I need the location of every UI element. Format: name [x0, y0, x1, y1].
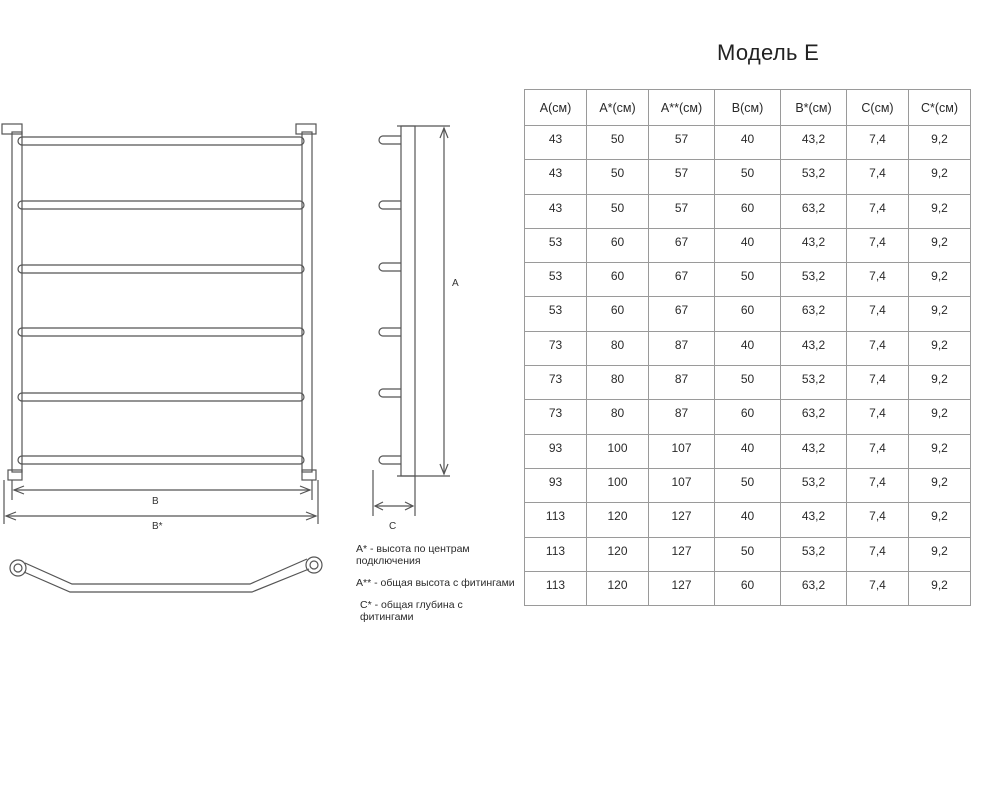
- table-cell: 7,4: [847, 571, 909, 605]
- column-header: C*(см): [909, 90, 971, 126]
- table-cell: 40: [715, 503, 781, 537]
- table-cell: 50: [715, 366, 781, 400]
- table-cell: 50: [587, 126, 649, 160]
- table-cell: 50: [587, 160, 649, 194]
- table-row: [525, 228, 971, 262]
- table-body: [525, 126, 971, 606]
- legend-item-a-double-star: A** - общая высота с фитингами: [356, 577, 515, 589]
- dimension-legend: [356, 543, 516, 633]
- table-cell: 60: [715, 297, 781, 331]
- table-cell: 50: [715, 160, 781, 194]
- side-upright: [401, 126, 415, 476]
- table-cell: 53,2: [781, 366, 847, 400]
- table-cell: 7,4: [847, 331, 909, 365]
- table-cell: 43: [525, 160, 587, 194]
- table-cell: 67: [649, 228, 715, 262]
- table-cell: 9,2: [909, 503, 971, 537]
- table-cell: 7,4: [847, 194, 909, 228]
- table-header-row: [525, 90, 971, 126]
- table-cell: 9,2: [909, 194, 971, 228]
- column-header: B(см): [715, 90, 781, 126]
- side-rung-ends: [379, 136, 401, 464]
- table-cell: 7,4: [847, 263, 909, 297]
- table-cell: 7,4: [847, 297, 909, 331]
- column-header: A**(см): [649, 90, 715, 126]
- column-header: B*(см): [781, 90, 847, 126]
- table-cell: 120: [587, 503, 649, 537]
- column-header: C(см): [847, 90, 909, 126]
- table-cell: 53: [525, 228, 587, 262]
- model-title: Модель Е: [717, 40, 820, 65]
- table-cell: 60: [715, 400, 781, 434]
- legend-item-a-star: A* - высота по центрам подключения: [356, 543, 470, 567]
- rungs: [18, 137, 304, 464]
- rung: [18, 393, 304, 401]
- table-cell: 80: [587, 366, 649, 400]
- table-cell: 9,2: [909, 434, 971, 468]
- table-cell: 120: [587, 537, 649, 571]
- table-cell: 107: [649, 468, 715, 502]
- table-cell: 57: [649, 160, 715, 194]
- table-cell: 60: [715, 571, 781, 605]
- table-row: [525, 126, 971, 160]
- table-cell: 57: [649, 126, 715, 160]
- table-cell: 107: [649, 434, 715, 468]
- column-header: A(см): [525, 90, 587, 126]
- table-cell: 43,2: [781, 126, 847, 160]
- dimensions-table: [524, 89, 971, 606]
- table-cell: 7,4: [847, 366, 909, 400]
- table-cell: 53,2: [781, 468, 847, 502]
- table-cell: 40: [715, 126, 781, 160]
- table-cell: 60: [587, 228, 649, 262]
- table-cell: 7,4: [847, 228, 909, 262]
- dim-label-c: C: [389, 521, 397, 532]
- table-cell: 53: [525, 263, 587, 297]
- table-cell: 9,2: [909, 366, 971, 400]
- table-cell: 80: [587, 331, 649, 365]
- table-row: [525, 537, 971, 571]
- table-cell: 7,4: [847, 126, 909, 160]
- table-cell: 63,2: [781, 194, 847, 228]
- table-cell: 73: [525, 366, 587, 400]
- table-cell: 53,2: [781, 537, 847, 571]
- legend-item-c-star: C* - общая глубина с фитингами: [360, 599, 463, 623]
- table-cell: 43,2: [781, 503, 847, 537]
- rung: [18, 456, 304, 464]
- table-row: [525, 194, 971, 228]
- rung: [18, 265, 304, 273]
- table-cell: 57: [649, 194, 715, 228]
- table-cell: 127: [649, 503, 715, 537]
- left-upright: [12, 132, 22, 472]
- table-cell: 9,2: [909, 331, 971, 365]
- table-cell: 9,2: [909, 571, 971, 605]
- table-cell: 100: [587, 468, 649, 502]
- table-cell: 53,2: [781, 263, 847, 297]
- top-view: [10, 557, 322, 592]
- table-row: [525, 400, 971, 434]
- table-cell: 40: [715, 331, 781, 365]
- table-cell: 60: [587, 263, 649, 297]
- table-row: [525, 571, 971, 605]
- table-cell: 50: [715, 537, 781, 571]
- table-row: [525, 297, 971, 331]
- table-cell: 50: [715, 263, 781, 297]
- table-cell: 7,4: [847, 434, 909, 468]
- table-cell: 93: [525, 434, 587, 468]
- table-cell: 73: [525, 400, 587, 434]
- table-cell: 53,2: [781, 160, 847, 194]
- table-cell: 87: [649, 400, 715, 434]
- table-cell: 63,2: [781, 297, 847, 331]
- table-cell: 127: [649, 571, 715, 605]
- table-cell: 9,2: [909, 297, 971, 331]
- table-cell: 67: [649, 263, 715, 297]
- rung: [18, 137, 304, 145]
- table-cell: 7,4: [847, 400, 909, 434]
- right-upright: [302, 132, 312, 472]
- table-cell: 9,2: [909, 228, 971, 262]
- table-cell: 9,2: [909, 126, 971, 160]
- table-cell: 9,2: [909, 400, 971, 434]
- dim-label-a: A: [452, 278, 459, 289]
- table-cell: 80: [587, 400, 649, 434]
- table-cell: 87: [649, 331, 715, 365]
- table-cell: 50: [587, 194, 649, 228]
- column-header: A*(см): [587, 90, 649, 126]
- table-row: [525, 263, 971, 297]
- table-cell: 67: [649, 297, 715, 331]
- table-cell: 43,2: [781, 228, 847, 262]
- rung: [18, 201, 304, 209]
- table-cell: 53: [525, 297, 587, 331]
- table-cell: 7,4: [847, 468, 909, 502]
- table-cell: 93: [525, 468, 587, 502]
- table-cell: 100: [587, 434, 649, 468]
- table-row: [525, 468, 971, 502]
- table-row: [525, 503, 971, 537]
- table-cell: 43: [525, 194, 587, 228]
- table-cell: 87: [649, 366, 715, 400]
- table-cell: 7,4: [847, 537, 909, 571]
- table-cell: 113: [525, 571, 587, 605]
- table-cell: 9,2: [909, 160, 971, 194]
- table-cell: 40: [715, 434, 781, 468]
- table-cell: 73: [525, 331, 587, 365]
- table-row: [525, 331, 971, 365]
- table-row: [525, 366, 971, 400]
- table-cell: 120: [587, 571, 649, 605]
- table-cell: 9,2: [909, 468, 971, 502]
- table-row: [525, 434, 971, 468]
- table-cell: 113: [525, 537, 587, 571]
- table-cell: 7,4: [847, 160, 909, 194]
- table-cell: 43,2: [781, 434, 847, 468]
- table-cell: 43: [525, 126, 587, 160]
- table-cell: 40: [715, 228, 781, 262]
- table-cell: 60: [587, 297, 649, 331]
- table-cell: 113: [525, 503, 587, 537]
- table-cell: 43,2: [781, 331, 847, 365]
- dim-label-b-star: B*: [152, 521, 163, 532]
- table-cell: 9,2: [909, 263, 971, 297]
- table-cell: 127: [649, 537, 715, 571]
- dim-label-b: B: [152, 496, 159, 507]
- rung: [18, 328, 304, 336]
- table-cell: 60: [715, 194, 781, 228]
- table-cell: 7,4: [847, 503, 909, 537]
- table-cell: 9,2: [909, 537, 971, 571]
- table-cell: 63,2: [781, 400, 847, 434]
- table-row: [525, 160, 971, 194]
- table-cell: 63,2: [781, 571, 847, 605]
- table-cell: 50: [715, 468, 781, 502]
